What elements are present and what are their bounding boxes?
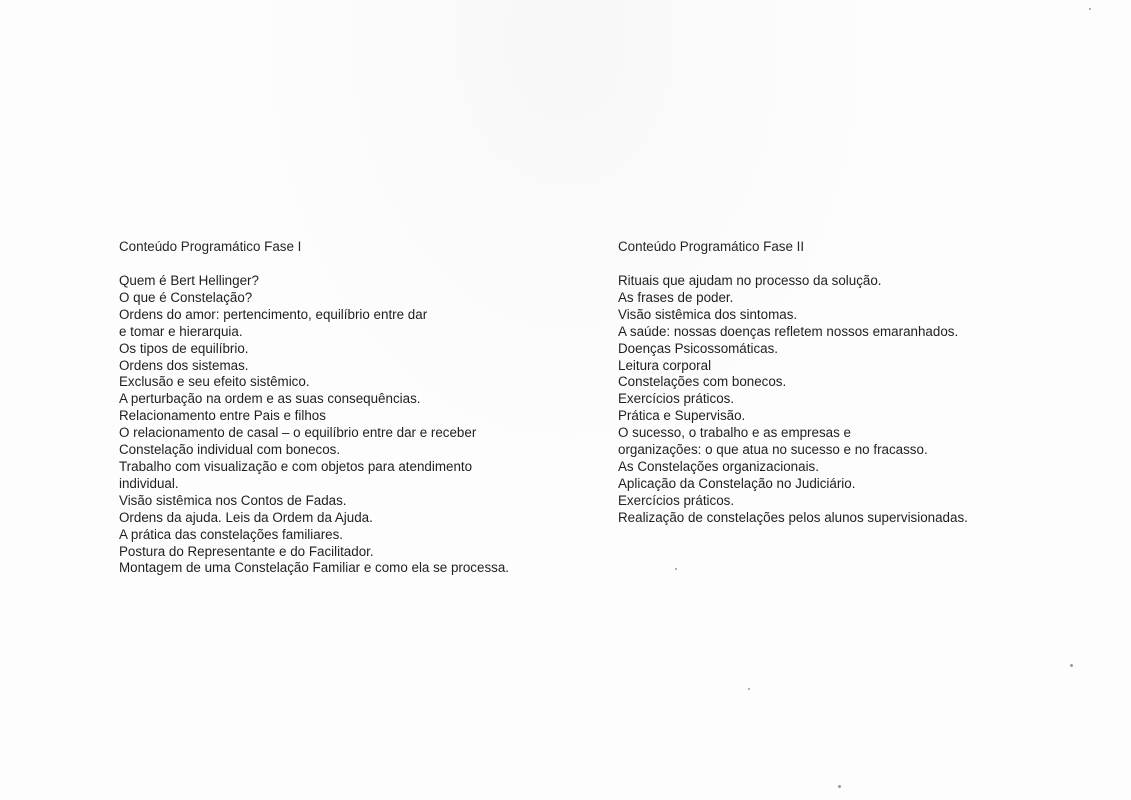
phase-two-heading: Conteúdo Programático Fase II <box>618 239 805 254</box>
list-item: Relacionamento entre Pais e filhos <box>119 408 326 424</box>
list-item: e tomar e hierarquia. <box>119 323 243 339</box>
phase-two-list <box>618 273 1058 527</box>
list-item: Constelações com bonecos. <box>618 374 787 390</box>
list-item: A prática das constelações familiares. <box>119 526 344 542</box>
list-item: Leitura corporal <box>618 357 712 373</box>
list-item: organizações: o que atua no sucesso e no fracasso. <box>618 442 928 458</box>
list-item: Visão sistêmica dos sintomas. <box>618 306 798 322</box>
list-item: O relacionamento de casal – o equilíbrio entre dar e receber <box>119 425 477 441</box>
list-item: O que é Constelação? <box>119 289 253 305</box>
list-item: Exercícios práticos. <box>618 391 735 407</box>
list-item: Ordens da ajuda. Leis da Ordem da Ajuda. <box>119 509 373 525</box>
list-item: Exclusão e seu efeito sistêmico. <box>119 374 310 390</box>
list-item: individual. <box>119 475 179 491</box>
list-item: A perturbação na ordem e as suas consequências. <box>119 391 421 407</box>
list-item: A saúde: nossas doenças refletem nossos emaranhados. <box>618 323 959 339</box>
phase-two-column <box>618 238 1058 527</box>
list-item: As Constelações organizacionais. <box>618 458 819 474</box>
list-item: Exercícios práticos. <box>618 492 735 508</box>
phase-one-column <box>119 238 579 577</box>
list-item: Rituais que ajudam no processo da solução. <box>618 273 882 288</box>
list-item: Visão sistêmica nos Contos de Fadas. <box>119 492 347 508</box>
list-item: Ordens dos sistemas. <box>119 357 249 373</box>
phase-one-heading: Conteúdo Programático Fase I <box>119 239 302 254</box>
list-item: Trabalho com visualização e com objetos para atendimento <box>119 458 473 474</box>
list-item: Prática e Supervisão. <box>618 408 746 424</box>
list-item: Quem é Bert Hellinger? <box>119 273 259 288</box>
scan-speck <box>1089 8 1091 10</box>
scan-speck <box>838 785 841 788</box>
list-item: As frases de poder. <box>618 289 734 305</box>
list-item: Doenças Psicossomáticas. <box>618 340 779 356</box>
scan-speck <box>1070 664 1073 667</box>
list-item: Postura do Representante e do Facilitador. <box>119 543 374 559</box>
scan-speck <box>748 688 750 690</box>
list-item: Aplicação da Constelação no Judiciário. <box>618 475 856 491</box>
list-item: Ordens do amor: pertencimento, equilíbrio entre dar <box>119 306 428 322</box>
list-item: Realização de constelações pelos alunos supervisionadas. <box>618 509 968 525</box>
phase-one-list <box>119 273 579 577</box>
list-item: Constelação individual com bonecos. <box>119 442 341 458</box>
scan-speck <box>675 568 677 570</box>
list-item: O sucesso, o trabalho e as empresas e <box>618 425 851 441</box>
list-item: Montagem de uma Constelação Familiar e como ela se processa. <box>119 560 510 576</box>
list-item: Os tipos de equilíbrio. <box>119 340 249 356</box>
